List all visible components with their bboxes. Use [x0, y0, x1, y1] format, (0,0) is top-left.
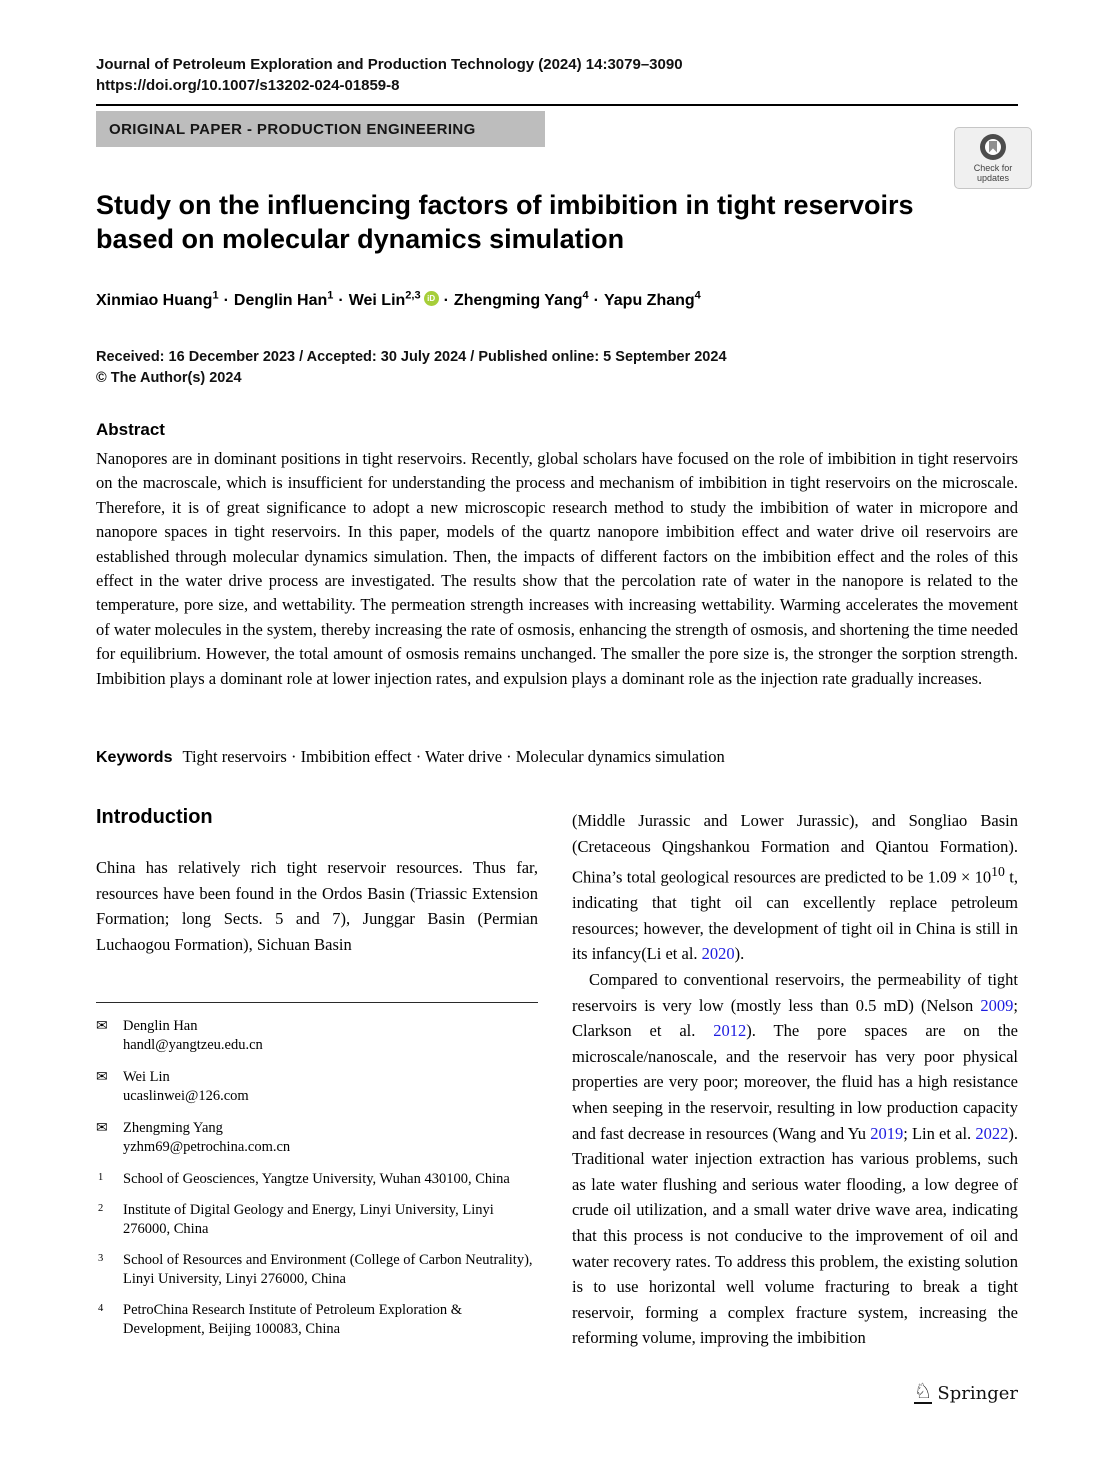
orcid-icon[interactable]: iD: [424, 291, 439, 306]
author-separator: ·: [223, 292, 229, 310]
affiliation: [96, 1170, 538, 1190]
contact-name: Zhengming Yang: [123, 1120, 223, 1136]
affiliation-text: School of Geosciences, Yangtze University, Wuhan 430100, China: [123, 1171, 510, 1187]
affiliation-number: 3: [98, 1252, 104, 1264]
introduction-paragraph-left: China has relatively rich tight reservoir resources. Thus far, resources have been found in the Ordos Basin (Triassic Extension Formation; long Sects. 5 and 7), Junggar Basin (Permian Luchaogou Formation), Sichuan Basin: [96, 858, 538, 954]
citation-link[interactable]: 2020: [701, 944, 735, 964]
affiliation: [96, 1201, 538, 1240]
citation-link[interactable]: 2012: [713, 1021, 747, 1041]
affiliation-number: 1: [98, 1172, 104, 1183]
author: Yapu Zhang$^4$: [603, 290, 701, 310]
publication-dates: [96, 347, 996, 389]
right-column: [572, 808, 1018, 1351]
journal-title: Journal of Petroleum Exploration and Production Technology (2024) 14:3079–3090: [96, 56, 683, 73]
doi-link[interactable]: https://doi.org/10.1007/s13202-024-01859-8: [96, 77, 400, 94]
check-for-updates-label: Check for updates: [973, 162, 1013, 183]
bookmark-icon: [989, 141, 997, 153]
corresponding-author: [96, 1017, 538, 1055]
affiliation: [96, 1251, 538, 1290]
page-header: [96, 54, 1018, 96]
envelope-icon: ✉: [96, 1019, 108, 1034]
publisher-name: Springer: [937, 1382, 1018, 1404]
text-segment: t, indicating that tight oil can excellently replace petroleum resources; however, the development of tight oil in China is still in its infancy(Li et al.: [572, 867, 1018, 964]
affiliation-number: 4: [98, 1302, 104, 1314]
author: Wei Lin$^{2,3}$ iD: [349, 292, 439, 309]
keywords-label: Keywords: [96, 749, 173, 766]
springer-horse-icon: ♘: [913, 1379, 933, 1403]
check-for-updates-icon: [980, 134, 1006, 160]
affiliation-text: School of Resources and Environment (College of Carbon Neutrality), Linyi University, Linyi 276000, China: [123, 1251, 533, 1287]
contact-name: Wei Lin: [123, 1069, 170, 1085]
text-segment: ; Clarkson et al.: [572, 995, 1018, 1041]
author: Zhengming Yang$^4$: [453, 290, 589, 310]
corresponding-author: [96, 1119, 538, 1157]
author-separator: ·: [443, 292, 449, 310]
affiliation: [96, 1301, 538, 1340]
text-segment: ).: [734, 944, 745, 964]
footnote-block: [96, 1002, 538, 1351]
article-type-banner: ORIGINAL PAPER - PRODUCTION ENGINEERING: [96, 111, 545, 147]
page-title: Study on the influencing factors of imbibition in tight reservoirs based on molecular dynamics simulation: [96, 190, 914, 254]
envelope-icon: ✉: [96, 1121, 108, 1136]
left-column: [96, 806, 538, 957]
citation-link[interactable]: 2009: [980, 995, 1014, 1015]
citation-link[interactable]: 2019: [870, 1123, 904, 1143]
author: Denglin Han$^1$: [233, 290, 334, 310]
affiliation-number: 2: [98, 1202, 104, 1214]
affiliation-list: [96, 1170, 538, 1340]
affiliation-text: Institute of Digital Geology and Energy, Linyi University, Linyi 276000, China: [123, 1201, 494, 1237]
copyright-line: © The Author(s) 2024: [96, 370, 242, 386]
received-line: Received: 16 December 2023 / Accepted: 30 July 2024 / Published online: 5 September 2024: [96, 349, 727, 365]
citation-link[interactable]: 2022: [975, 1123, 1009, 1143]
author-list: [96, 290, 996, 310]
keywords-line: [96, 747, 1018, 767]
text-segment: ). The pore spaces are on the microscale/nanoscale, and the reservoir has very poor physical properties are very poor; moreover, the fluid has a high resistance when seeping in the reservoir, resulting in low production capacity and fast decrease in resources (Wang and Yu: [572, 1021, 1018, 1143]
header-divider: [96, 104, 1018, 106]
author: Xinmiao Huang$^1$: [96, 290, 219, 310]
page-footer: [96, 1381, 1018, 1405]
contact-email: handl@yangtzeu.edu.cn: [123, 1037, 263, 1053]
author-separator: ·: [338, 292, 344, 310]
text-segment: (Middle Jurassic and Lower Jurassic), and Songliao Basin (Cretaceous Qingshankou Formation and Qiantou Formation). China’s total geological resources are predicted to be 1.09 × 10: [572, 811, 1018, 887]
author-separator: ·: [593, 292, 599, 310]
abstract-text: Nanopores are in dominant positions in tight reservoirs. Recently, global scholars have focused on the role of imbibition in tight reservoirs on the macroscale, which is insufficient for understanding the process and mechanism of imbibition in tight reservoirs on the microscale. Therefore, it is of great significance to adopt a new microscopic research method to study the imbibition of water in micropore and nanopore spaces in tight reservoirs. In this paper, models of the quartz nanopore imbibition effect and water drive oil reservoirs are established through molecular dynamics simulation. Then, the impacts of different factors on the imbibition effect and the roles of this effect in the water drive process are investigated. The results show that the percolation rate of water in the nanopore is related to the temperature, pore size, and wettability. The permeation strength increases with increasing wettability. Warming accelerates the movement of water molecules in the system, thereby increasing the rate of osmosis, enhancing the strength of osmosis, and shortening the time needed for equilibrium. However, the total amount of osmosis remains unchanged. The smaller the pore size is, the stronger the sorption strength. Imbibition plays a dominant role at lower injection rates, and expulsion plays a dominant role as the injection rate gradually increases.: [96, 449, 1018, 688]
text-segment: Compared to conventional reservoirs, the permeability of tight reservoirs is very low (mostly less than 0.5 mD) (Nelson: [572, 970, 1018, 1015]
introduction-paragraph-right-2: [572, 967, 1018, 1351]
check-for-updates-badge[interactable]: [954, 127, 1032, 189]
contact-email: ucaslinwei@126.com: [123, 1088, 249, 1104]
envelope-icon: ✉: [96, 1070, 108, 1085]
text-segment: ). Traditional water injection extraction has various problems, such as late water flushing and serious water flooding, a low degree of crude oil utilization, and a small water drive wave area, indicating that this process is not conducive to the improvement of oil and water recovery rates. To address this problem, the existing solution is to use horizontal well volume fracturing to break a tight reservoir, forming a complex fracture system, increasing the reforming volume, improving the imbibition: [572, 1123, 1018, 1348]
affiliation-text: PetroChina Research Institute of Petroleum Exploration & Development, Beijing 100083, China: [123, 1301, 463, 1337]
contact-name: Denglin Han: [123, 1018, 198, 1034]
springer-logo: [914, 1381, 1018, 1405]
contact-email: yzhm69@petrochina.com.cn: [123, 1139, 291, 1155]
abstract-heading: Abstract: [96, 420, 165, 439]
corresponding-author: [96, 1068, 538, 1106]
abstract-section: [96, 420, 1018, 691]
text-segment: 10: [991, 864, 1005, 880]
introduction-paragraph-right-1: [572, 808, 1018, 967]
keywords-text: Tight reservoirs · Imbibition effect · Water drive · Molecular dynamics simulation: [182, 747, 725, 766]
text-segment: ; Lin et al.: [903, 1123, 976, 1143]
introduction-heading: Introduction: [96, 806, 213, 828]
